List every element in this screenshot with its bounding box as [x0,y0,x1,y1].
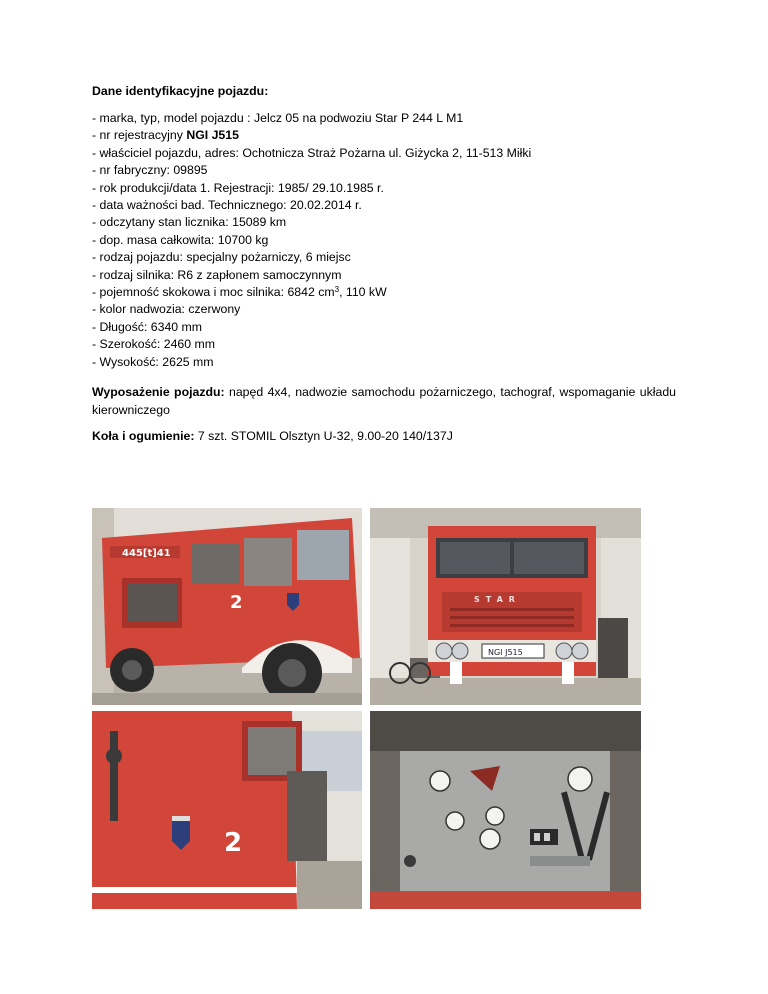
detail-text: - rodzaj pojazdu: specjalny pożarniczy, 6 miejsc [92,250,351,265]
detail-text: - pojemność skokowa i moc silnika: 6842 cm [92,285,335,300]
equipment-label: Wyposażenie pojazdu: [92,385,225,399]
detail-text: - odczytany stan licznika: 15089 km [92,215,287,230]
equipment-text: napęd 4x4, nadwozie samochodu pożarniczego, tachograf, wspomaganie układu kierowniczego [92,385,676,417]
detail-total-mass [92,232,531,249]
photo-truck-side [92,508,362,705]
registration-number: NGI J515 [186,128,239,143]
wheels-label: Koła i ogumienie: [92,429,195,443]
detail-text: - Długość: 6340 mm [92,319,203,334]
detail-registration [92,127,531,144]
detail-engine-type [92,267,531,284]
detail-body-color [92,301,531,318]
roof-sign-text: 445[t]41 [122,548,171,559]
grille-text: STAR [474,595,521,604]
detail-factory-number [92,162,531,179]
detail-text-after: , 110 kW [339,285,387,300]
detail-inspection-date [92,197,531,214]
detail-text: - kolor nadwozia: czerwony [92,302,241,317]
wheels-text: 7 szt. STOMIL Olsztyn U-32, 9.00-20 140/137J [194,429,453,443]
detail-text: - dop. masa całkowita: 10700 kg [92,232,269,247]
detail-length [92,319,531,336]
detail-height [92,354,531,371]
detail-make-model [92,110,531,127]
detail-text: - marka, typ, model pojazdu : Jelcz 05 na podwoziu Star P 244 L M1 [92,111,464,125]
photo-truck-door [92,711,362,909]
detail-vehicle-type [92,249,531,266]
door-number-text: 2 [224,828,243,858]
detail-text: - nr fabryczny: 09895 [92,163,208,178]
detail-owner [92,145,531,162]
side-door-number: 2 [230,592,243,613]
detail-text: - właściciel pojazdu, adres: Ochotnicza Straż Pożarna ul. Giżycka 2, 11-513 Miłki [92,145,532,160]
detail-odometer [92,214,531,231]
detail-text: - Wysokość: 2625 mm [92,354,214,369]
wheels-paragraph [92,427,676,445]
equipment-paragraph [92,383,676,419]
superscript-3: 3 [334,285,340,295]
detail-text: - rodzaj silnika: R6 z zapłonem samoczynnym [92,267,342,282]
detail-text: - nr rejestracyjny [92,128,187,143]
photo-pump-panel [370,711,641,909]
photo-truck-front [370,508,641,705]
detail-text: - Szerokość: 2460 mm [92,337,216,352]
vehicle-details-list [92,110,531,371]
detail-engine-capacity [92,284,531,301]
detail-text: - data ważności bad. Technicznego: 20.02.2014 r. [92,198,362,213]
detail-production-year [92,180,531,197]
vehicle-id-heading: Dane identyfikacyjne pojazdu: [92,84,269,98]
detail-width [92,336,531,353]
detail-text: - rok produkcji/data 1. Rejestracji: 1985/ 29.10.1985 r. [92,180,384,195]
plate-text: NGI J515 [488,648,523,657]
